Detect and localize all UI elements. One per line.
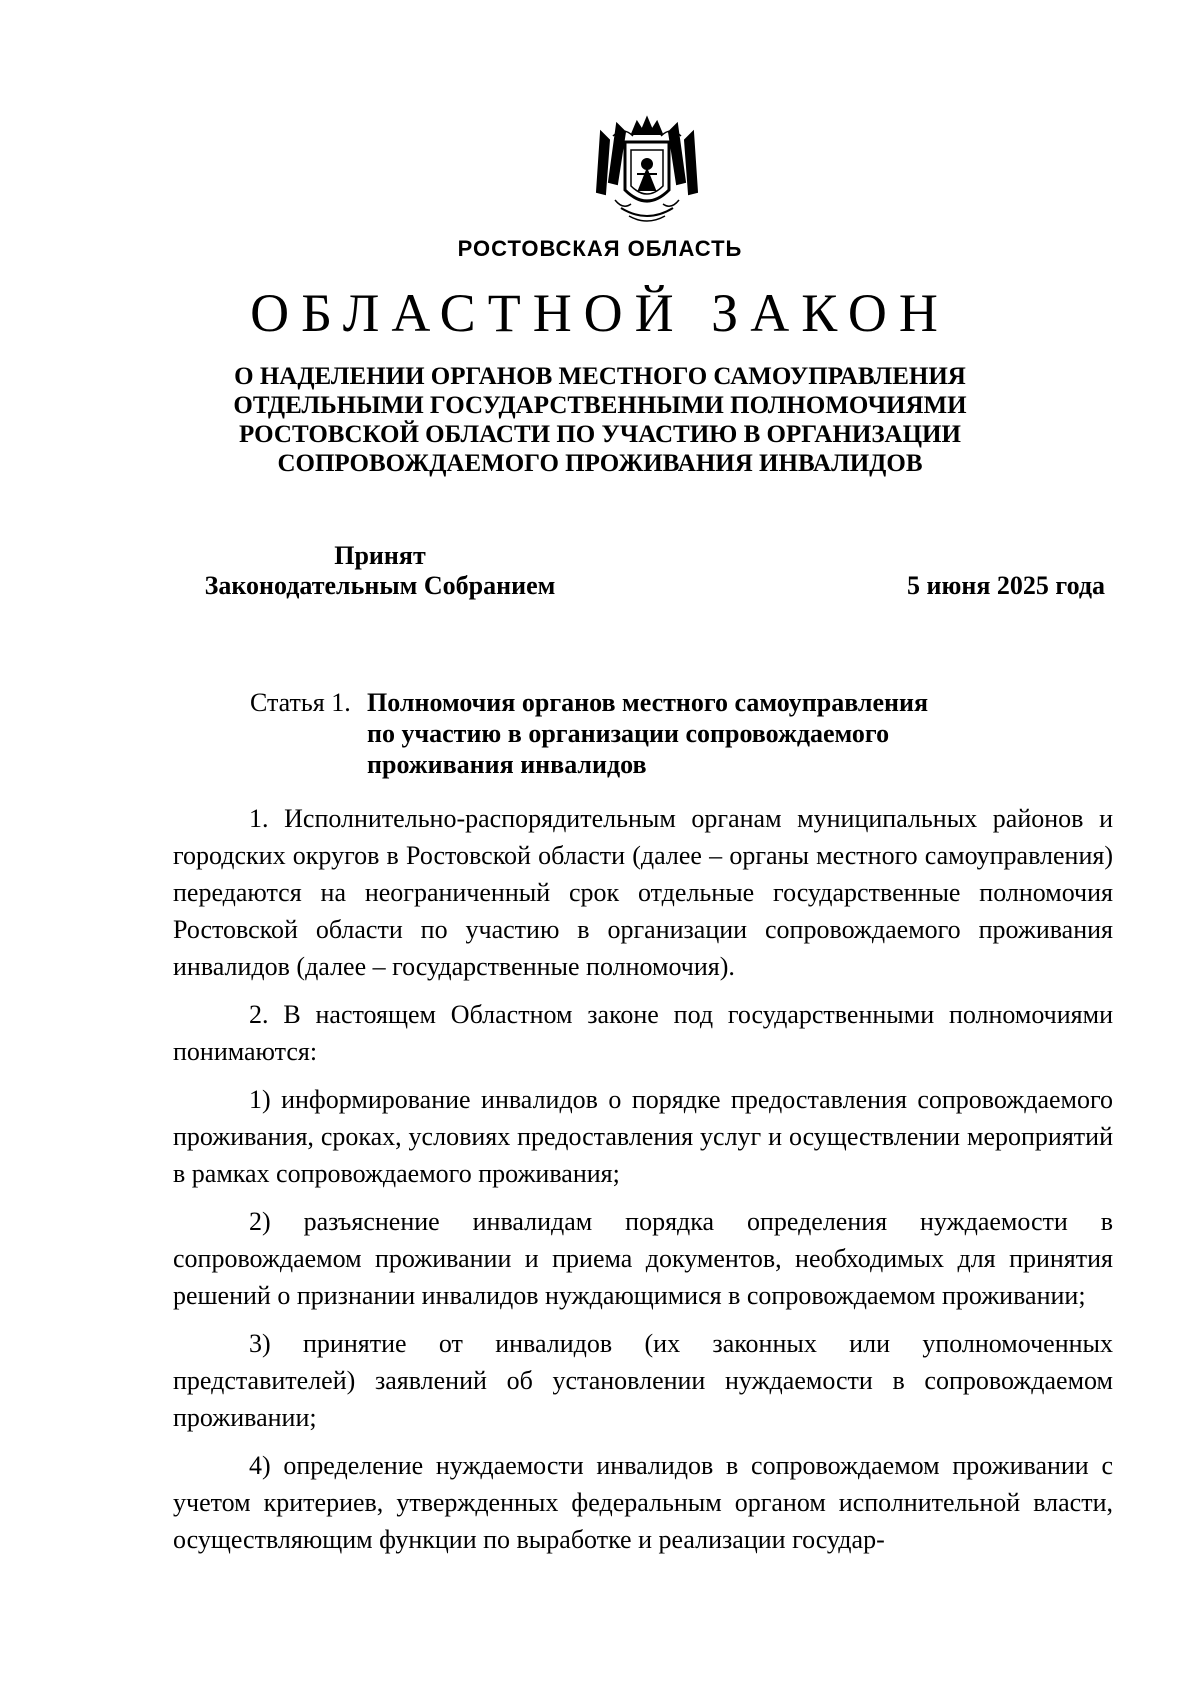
adoption-line-1: Принят [334, 541, 426, 570]
adoption-line-2: Законодательным Собранием [204, 571, 556, 600]
paragraph: 1) информирование инвалидов о порядке предоставления сопровождаемого проживания, сроках, условиях предоставления услуг и осуществлении мероприятий в рамках сопровождаемого проживания; [173, 1085, 1113, 1188]
article-number: Статья 1. [250, 688, 351, 717]
region-name: РОСТОВСКАЯ ОБЛАСТЬ [457, 236, 743, 261]
paragraph: 1. Исполнительно-распорядительным органам муниципальных районов и городских округов в Ростовской области (далее – органы местного самоуправления) передаются на неограниченный срок отдельные государственные полномочия Ростовской области по участию в организации сопровождаемого проживания инвалидов (далее – государственные полномочия). [173, 804, 1113, 981]
article-heading [250, 687, 1070, 780]
paragraph: 3) принятие от инвалидов (их законных или уполномоченных представителей) заявлений об установлении нуждаемости в сопровождаемом проживании; [173, 1329, 1113, 1432]
paragraph: 4) определение нуждаемости инвалидов в сопровождаемом проживании с учетом критериев, утвержденных федеральным органом исполнительной власти, осуществляющим функции по выработке и реализации государ- [173, 1451, 1113, 1554]
article-body [173, 800, 1113, 1569]
article-title-line: Полномочия органов местного самоуправления [367, 688, 929, 717]
coat-of-arms-icon [587, 112, 707, 232]
law-type-heading: ОБЛАСТНОЙ ЗАКОН [250, 283, 950, 343]
paragraph: 2. В настоящем Областном законе под государственными полномочиями понимаются: [173, 1000, 1113, 1066]
article-title-line: по участию в организации сопровождаемого [367, 719, 890, 748]
law-title: О НАДЕЛЕНИИ ОРГАНОВ МЕСТНОГО САМОУПРАВЛЕНИЯ ОТДЕЛЬНЫМИ ГОСУДАРСТВЕННЫМИ ПОЛНОМОЧИЯМИ РОСТОВСКОЙ ОБЛАСТИ ПО УЧАСТИЮ В ОРГАНИЗАЦИИ СОПРОВОЖДАЕМОГО ПРОЖИВАНИЯ ИНВАЛИДОВ [233, 363, 967, 477]
article-title [367, 687, 1070, 780]
adoption-block [170, 541, 590, 601]
paragraph: 2) разъяснение инвалидам порядка определения нуждаемости в сопровождаемом проживании и приема документов, необходимых для принятия решений о признании инвалидов нуждающимися в сопровождаемом проживании; [173, 1207, 1113, 1310]
article-title-line: проживания инвалидов [367, 750, 647, 779]
adoption-date: 5 июня 2025 года [907, 571, 1105, 600]
